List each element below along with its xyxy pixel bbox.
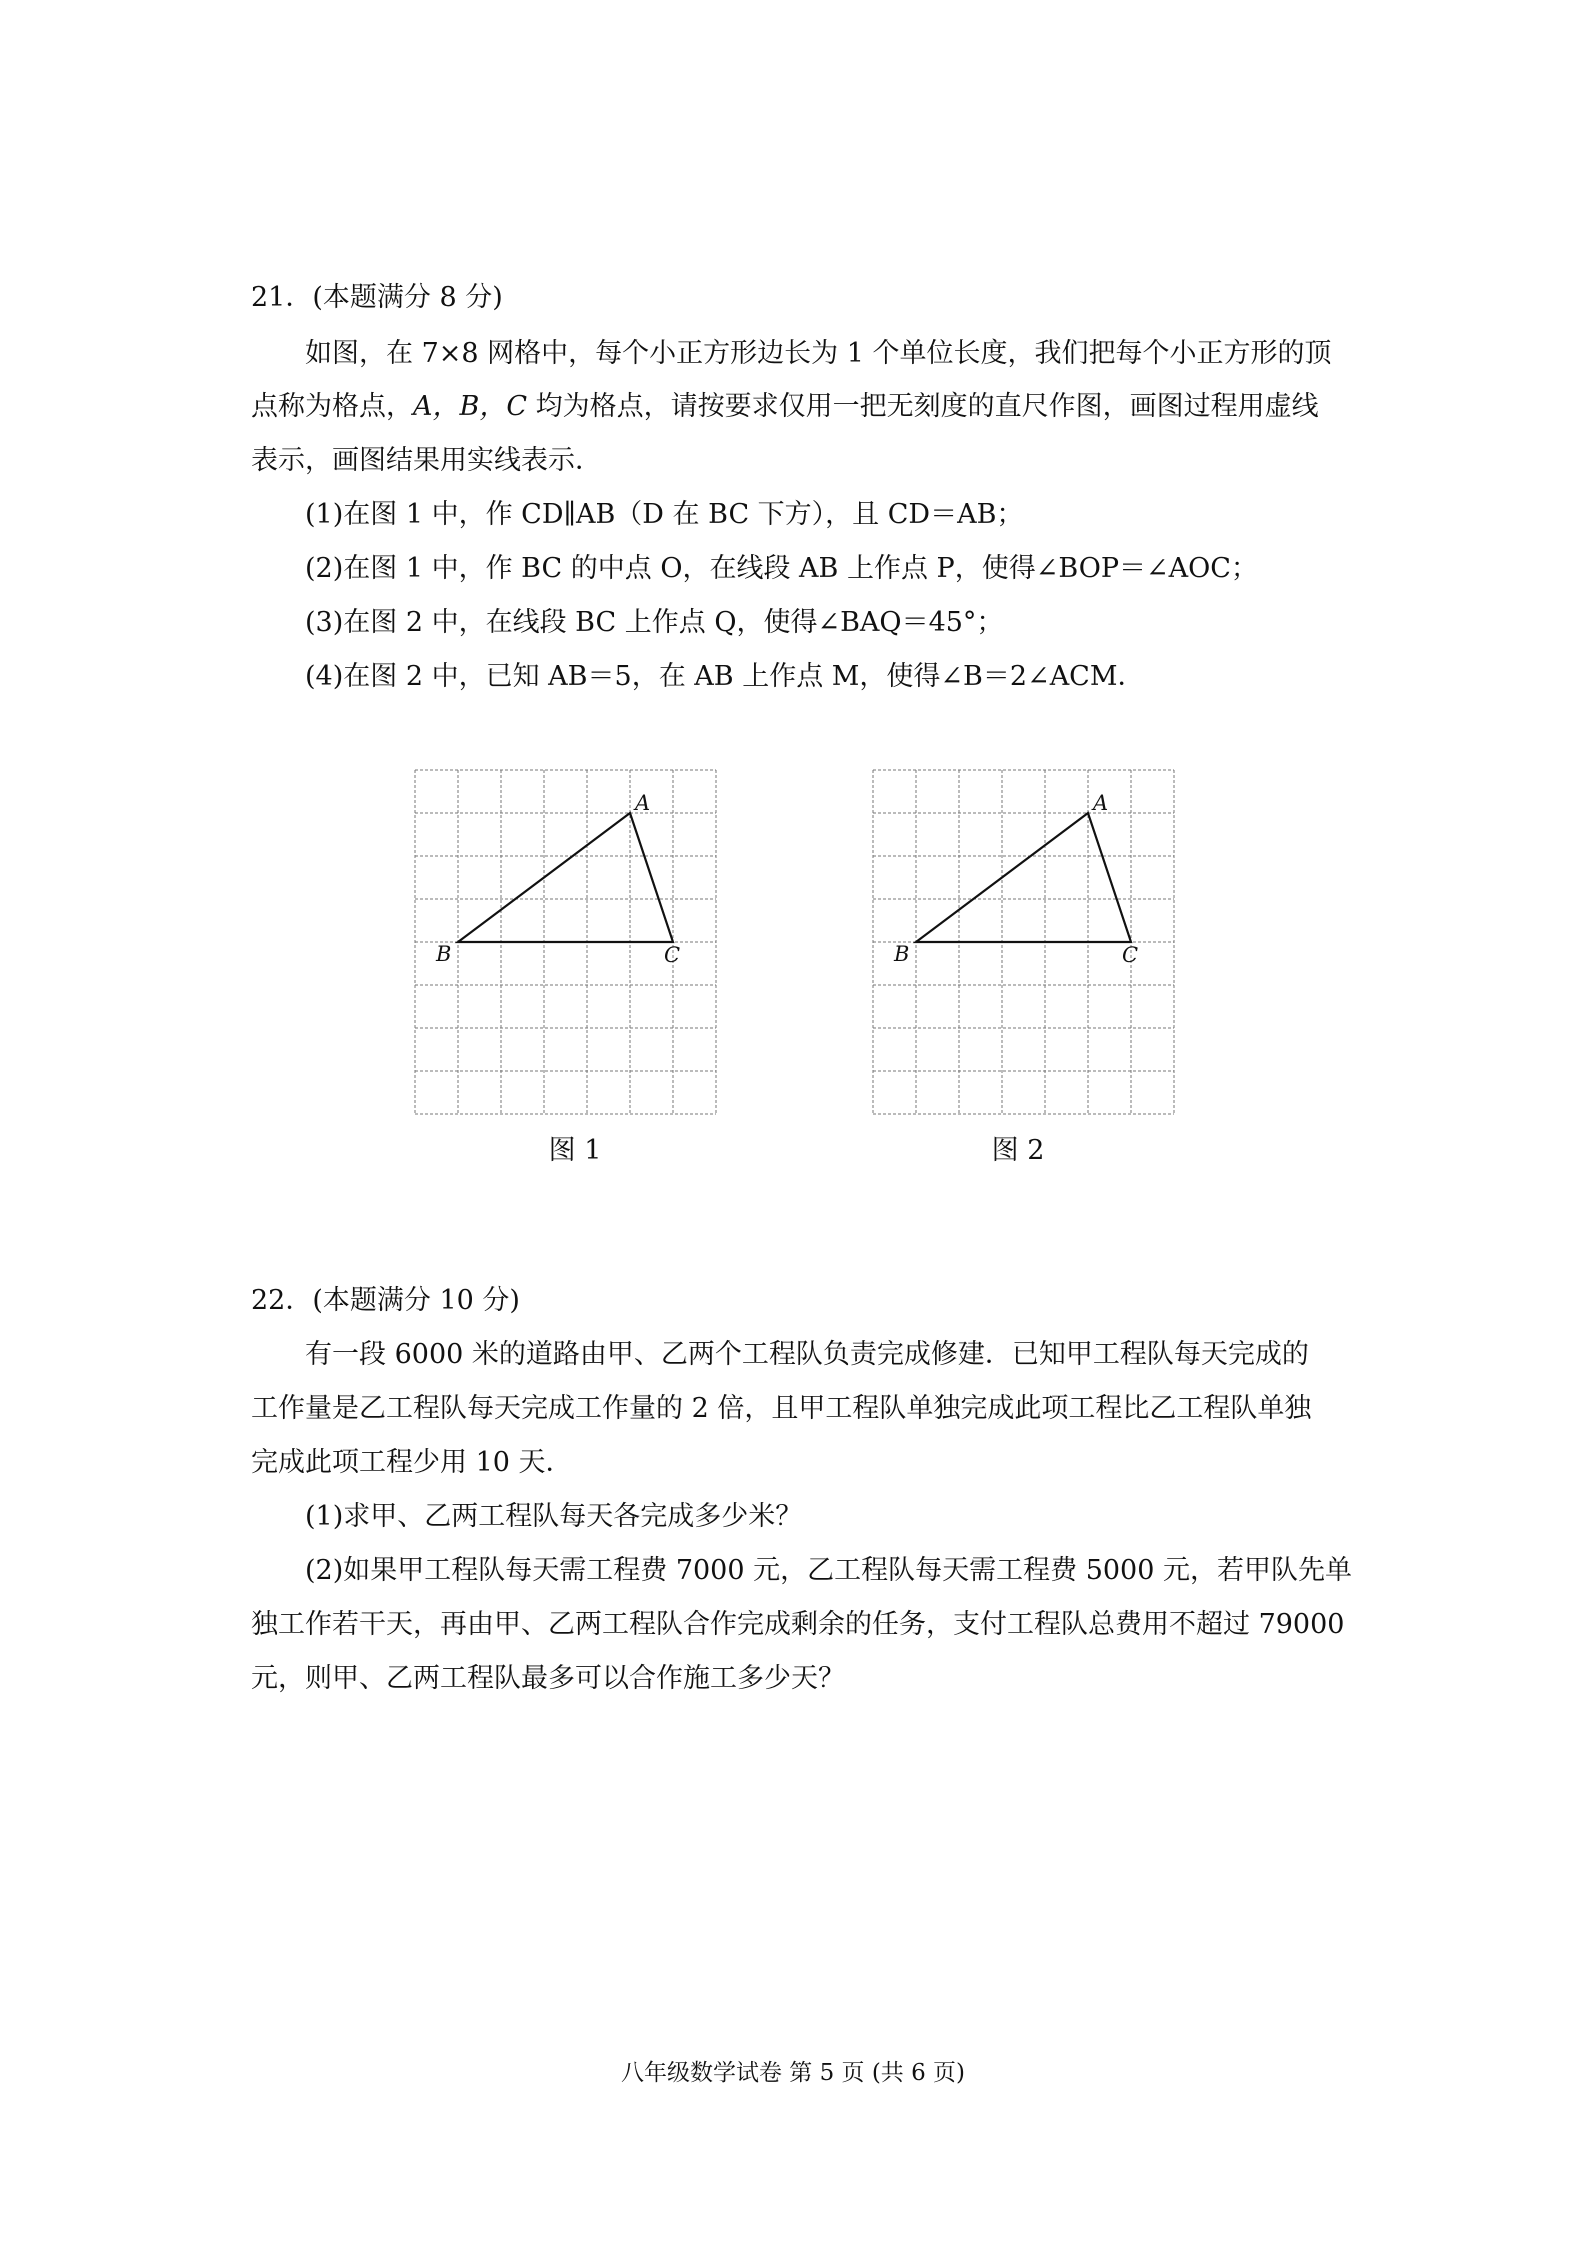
figure-1-grid (400, 755, 740, 1125)
q22-number: 22．(本题满分 10 分) (251, 1285, 520, 1316)
figure-2-caption: 图 2 (991, 1135, 1045, 1166)
q21-part1: (1)在图 1 中，作 CD∥AB（D 在 BC 下方），且 CD＝AB； (305, 499, 1024, 530)
label-b: B (436, 942, 452, 966)
q22-part2-line1: (2)如果甲工程队每天需工程费 7000 元，乙工程队每天需工程费 5000 元，若甲队先单 (305, 1555, 1352, 1586)
q21-stem-line2 (251, 389, 1319, 425)
q21-part4: (4)在图 2 中，已知 AB＝5，在 AB 上作点 M，使得∠B＝2∠ACM． (305, 661, 1145, 692)
q21-points: A，B，C (413, 391, 527, 422)
triangle-abc (916, 813, 1131, 942)
figure-1 (400, 755, 740, 1129)
triangle-abc (458, 813, 673, 942)
q22-line3: 完成此项工程少用 10 天． (251, 1447, 573, 1478)
q21-stem-line1: 如图，在 7×8 网格中，每个小正方形边长为 1 个单位长度，我们把每个小正方形的顶 (305, 338, 1332, 369)
q21-part2: (2)在图 1 中，作 BC 的中点 O，在线段 AB 上作点 P，使得∠BOP＝∠AOC； (305, 553, 1258, 584)
label-b: B (894, 942, 910, 966)
label-a: A (1093, 791, 1109, 815)
figure-1-caption: 图 1 (548, 1135, 602, 1166)
q22-part2-line3: 元，则甲、乙两工程队最多可以合作施工多少天？ (251, 1663, 845, 1694)
label-c: C (664, 943, 681, 967)
q21-stem-line2-b: 均为格点，请按要求仅用一把无刻度的直尺作图，画图过程用虚线 (535, 391, 1319, 422)
page-footer: 八年级数学试卷 第 5 页 (共 6 页) (620, 2060, 966, 2086)
q22-part1: (1)求甲、乙两工程队每天各完成多少米？ (305, 1501, 803, 1532)
label-a: A (635, 791, 651, 815)
q22-line1: 有一段 6000 米的道路由甲、乙两个工程队负责完成修建．已知甲工程队每天完成的 (305, 1339, 1309, 1370)
label-c: C (1122, 943, 1139, 967)
q21-stem-line3: 表示，画图结果用实线表示． (251, 445, 602, 476)
figure-2 (858, 755, 1198, 1129)
figure-2-grid (858, 755, 1198, 1125)
q21-stem-line2-a: 点称为格点， (251, 391, 413, 422)
q22-line2: 工作量是乙工程队每天完成工作量的 2 倍，且甲工程队单独完成此项工程比乙工程队单独 (251, 1393, 1312, 1424)
q21-part3: (3)在图 2 中，在线段 BC 上作点 Q，使得∠BAQ＝45°； (305, 607, 1004, 638)
q21-number: 21．(本题满分 8 分) (251, 282, 503, 313)
q22-part2-line2: 独工作若干天，再由甲、乙两工程队合作完成剩余的任务，支付工程队总费用不超过 79000 (251, 1609, 1345, 1640)
